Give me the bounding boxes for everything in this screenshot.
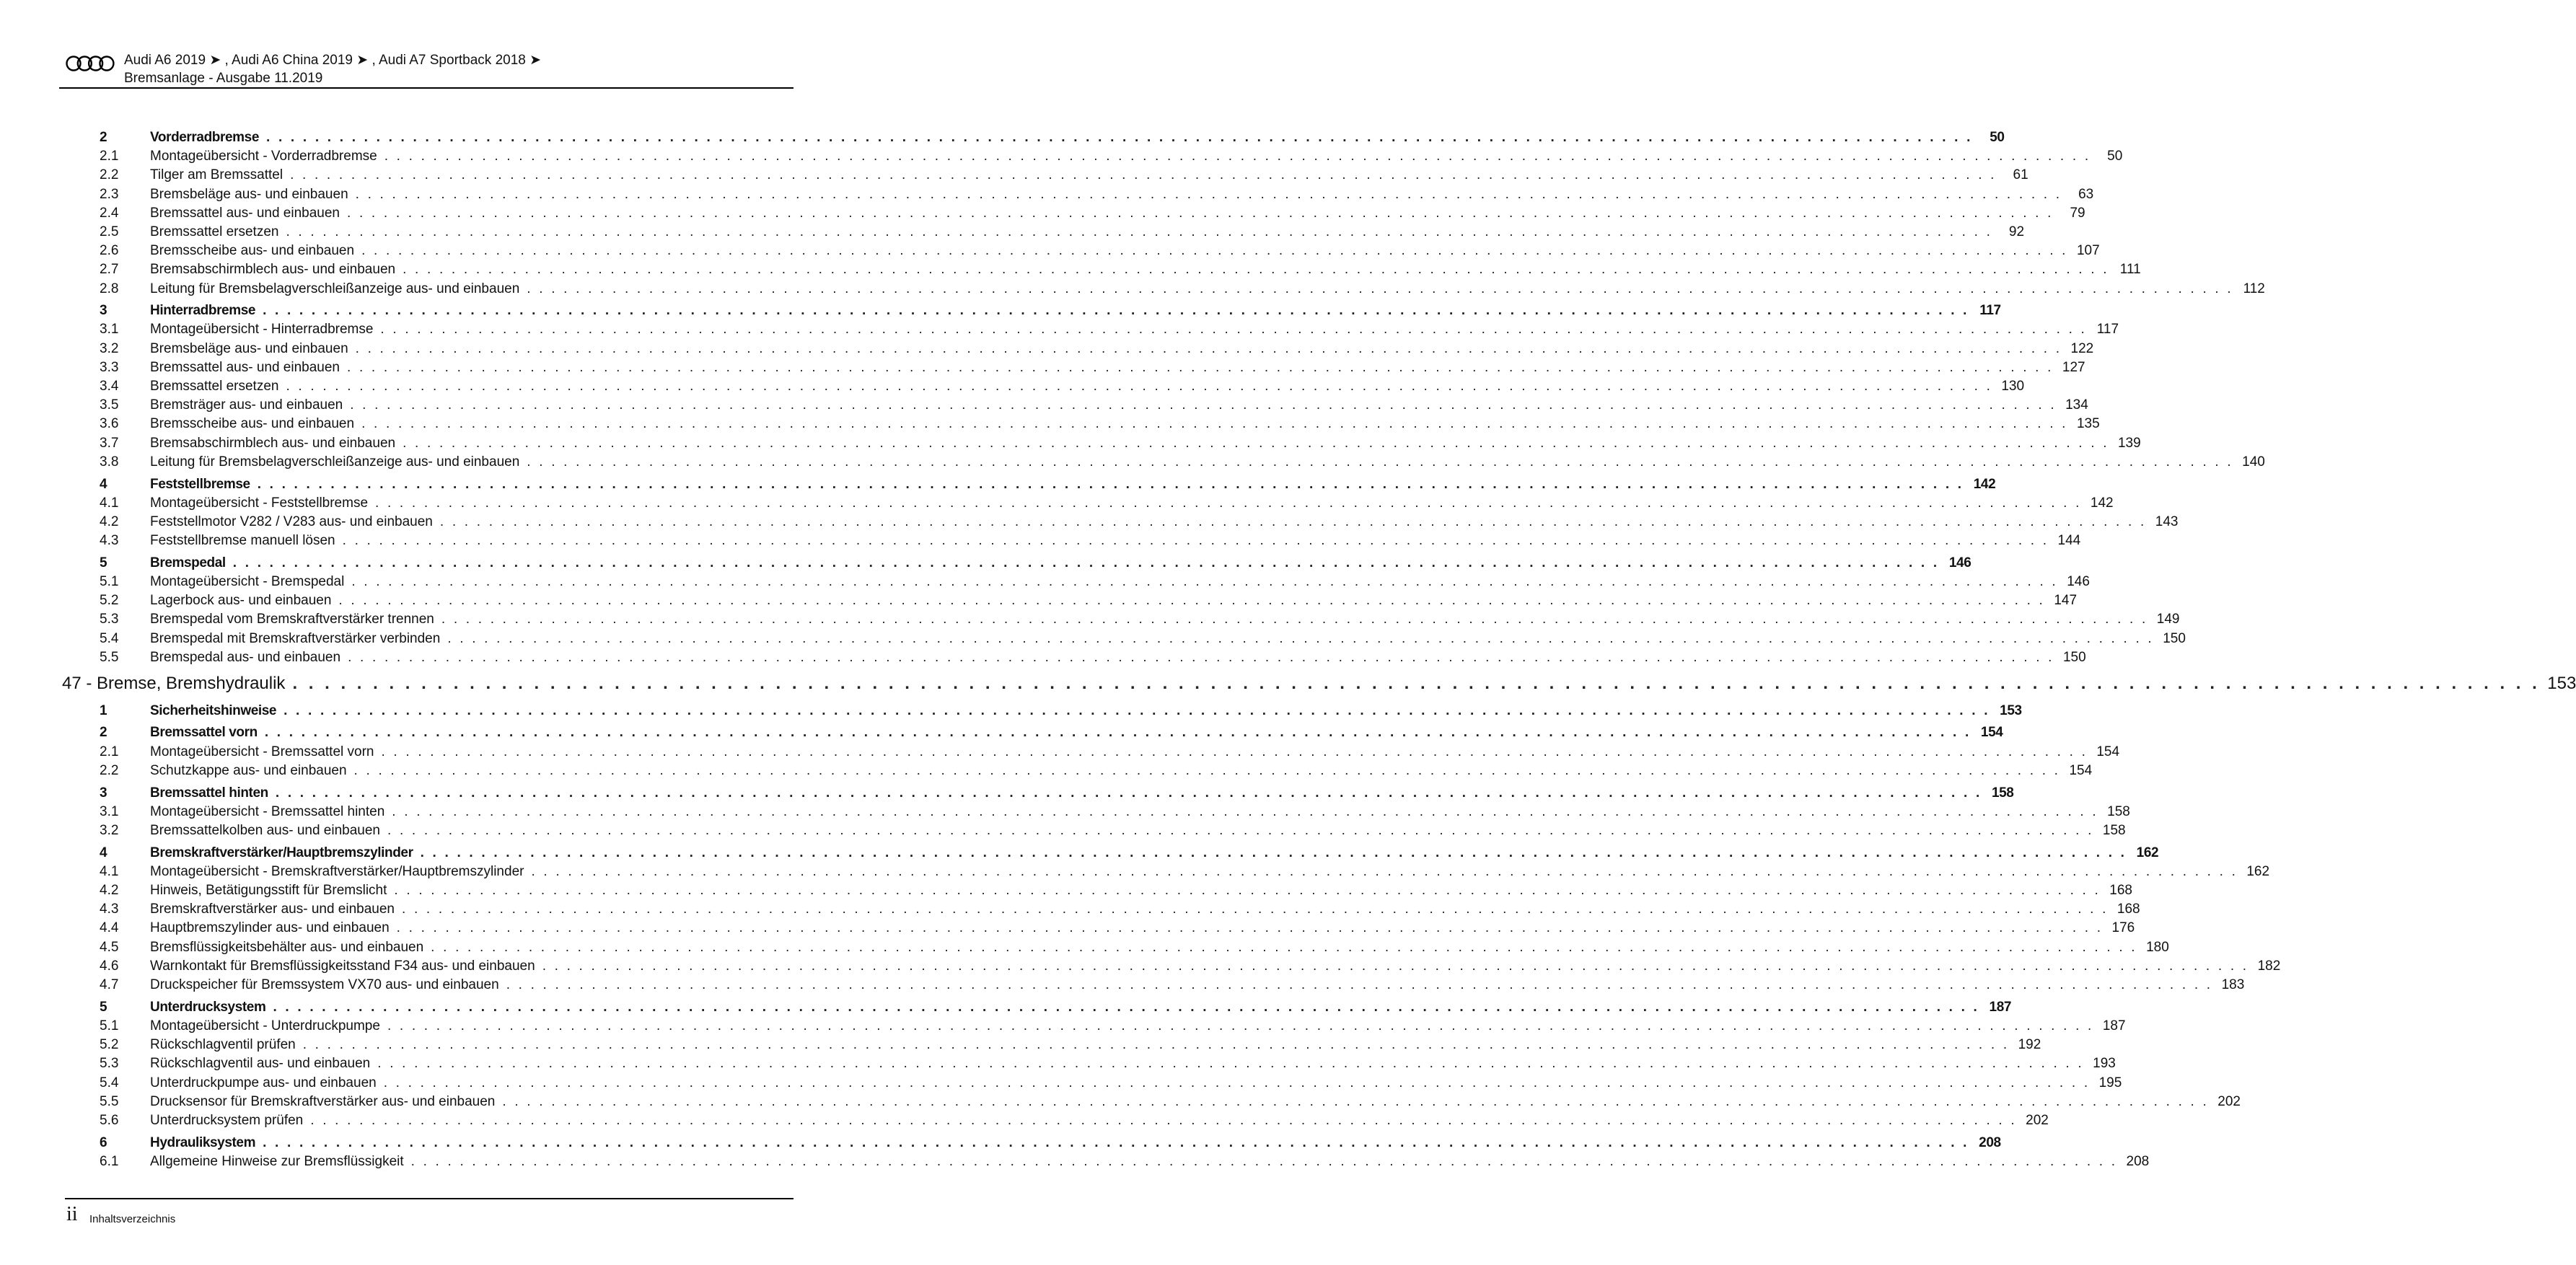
toc-subsection-entry[interactable] xyxy=(62,379,2025,397)
toc-entry-page: 154 xyxy=(2096,744,2120,759)
toc-entry-number: 2.6 xyxy=(100,243,119,259)
toc-section-entry[interactable] xyxy=(62,785,2014,804)
dot-leader: . . . . . . . . . . . . . . . . . . . . . . . . . . . . . . . . . . . . . . . . . . . . . . . . . . . . . . . . . . . . . . . . . . . . . . . . . . . . . . . . . . . . . . . . . . . . . . . . . . . . . . . . . . . . . . . . . . . . . . . . . . . . . . . . . . . . . . . . . . . . xyxy=(396,920,2104,936)
toc-entry-title: Montageübersicht - Bremspedal xyxy=(150,574,345,590)
toc-entry-page: 153 xyxy=(2000,702,2022,718)
toc-entry-title: Bremsabschirmblech aus- und einbauen xyxy=(150,435,396,451)
toc-entry-page: 143 xyxy=(2155,514,2179,529)
toc-entry-number: 3.3 xyxy=(100,359,119,375)
toc-entry-title: Feststellbremse xyxy=(150,476,250,492)
toc-entry-title: Warnkontakt für Bremsflüssigkeitsstand F34 aus- und einbauen xyxy=(150,958,535,974)
toc-subsection-entry[interactable] xyxy=(62,822,2126,842)
toc-subsection-entry[interactable] xyxy=(62,630,2186,650)
toc-entry-title: Bremssattel ersetzen xyxy=(150,379,279,395)
dot-leader: . . . . . . . . . . . . . . . . . . . . . . . . . . . . . . . . . . . . . . . . . . . . . . . . . . . . . . . . . . . . . . . . . . . . . . . . . . . . . . . . . . . . . . . . . . . . . . . . . . . . . . . . . . . . . . . . . . . . . . . . . . . . . . . . . . . . . . . . . . . . xyxy=(447,630,2154,646)
toc-entry-number: 5 xyxy=(100,999,107,1015)
dot-leader: . . . . . . . . . . . . . . . . . . . . . . . . . . . . . . . . . . . . . . . . . . . . . . . . . . . . . . . . . . . . . . . . . . . . . . . . . . . . . . . . . . . . . . . . . . . . . . . . . . . . . . . . . . . . . . . . . . . . . . . . . . . . . . . . . . . . . . . . . . . . xyxy=(383,1075,2091,1090)
toc-entry-number: 5.1 xyxy=(100,574,119,590)
toc-entry-page: 202 xyxy=(2217,1093,2241,1109)
toc-entry-number: 3.1 xyxy=(100,803,119,819)
dot-leader: . . . . . . . . . . . . . . . . . . . . . . . . . . . . . . . . . . . . . . . . . . . . . . . . . . . . . . . . . . . . . . . . . . . . . . . . . . . . . . . . . . . . . . . . . . . . . . . . . . . . . . . . . . . . . . . . . . . . . . . . . . . . . . . . . . . . . . . . . . . . xyxy=(275,785,1982,801)
dot-leader: . . . . . . . . . . . . . . . . . . . . . . . . . . . . . . . . . . . . . . . . . . . . . . . . . . . . . . . . . . . . . . . . . . . . . . . . . . . . . . . . . . . . . . . . . . . . . . . . . . . . . . . . . . . . . . . . . . . . . . . . . . . . . . . . . . . . . . . . . . . . xyxy=(506,977,2213,993)
dot-leader: . . . . . . . . . . . . . . . . . . . . . . . . . . . . . . . . . . . . . . . . . . . . . . . . . . . . . . . . . . . . . . . . . . . . . . . . . . . . . . . . . . . . . . . . . . . . . . . . . . . . . . . . . . . . . . . . . . . . . . . . . . . . . . . . . . . . . . . . . . . . xyxy=(527,281,2233,296)
toc-entry-number: 5.2 xyxy=(100,593,119,609)
toc-subsection-entry[interactable] xyxy=(62,762,2093,782)
footer-page-number: ii xyxy=(66,1203,78,1225)
dot-leader: . . . . . . . . . . . . . . . . . . . . . . . . . . . . . . . . . . . . . . . . . . . . . . . . . . . . . . . . . . . . . . . . . . . . . . . . . . . . . . . . . . . . . . . . . . . . . . . . . . . . . . . . . . . . . . . . . . . . . . . . . . . . . . . . . . . . . . . . . . . . xyxy=(420,845,2127,860)
dot-leader: . . . . . . . . . . . . . . . . . . . . . . . . . . . . . . . . . . . . . . . . . . . . . . . . . . . . . . . . . . . . . . . . . . . . . . . . . . . . . . . . . . . . . . . . . . . . . . . . . . . . . . . . . . . . . . . . . . . . . . . . . . . . . . . . . . . . . . . . . . . . xyxy=(263,1134,1969,1150)
dot-leader: . . . . . . . . . . . . . . . . . . . . . . . . . . . . . . . . . . . . . . . . . . . . . . . . . . . . . . . . . . . . . . . . . . . . . . . . . . . . . . . . . . . . . . . . . . . . . . . . . . . . . . . . . . . . . . . . . . . . . . . . . . . . . . . . . . . . . . . . . . . . xyxy=(439,514,2147,529)
toc-entry-title: Leitung für Bremsbelagverschleißanzeige aus- und einbauen xyxy=(150,281,520,296)
toc-entry-number: 2 xyxy=(100,130,107,145)
toc-entry-title: Bremsabschirmblech aus- und einbauen xyxy=(150,262,396,278)
toc-subsection-entry[interactable] xyxy=(62,454,2265,473)
toc-entry-title: Bremsbeläge aus- und einbauen xyxy=(150,186,348,202)
toc-entry-title: Bremsscheibe aus- und einbauen xyxy=(150,243,355,259)
footer-label: Inhaltsverzeichnis xyxy=(89,1213,176,1225)
toc-subsection-entry[interactable] xyxy=(62,920,2135,939)
toc-entry-title: Unterdruckpumpe aus- und einbauen xyxy=(150,1075,377,1090)
toc-entry-page: 135 xyxy=(2076,416,2100,432)
dot-leader: . . . . . . . . . . . . . . . . . . . . . . . . . . . . . . . . . . . . . . . . . . . . . . . . . . . . . . . . . . . . . . . . . . . . . . . . . . . . . . . . . . . . . . . . . . . . . . . . . . . . . . . . . . . . . . . . . . . . . . . . . . . . . . . . . . . . . . . . . . . . xyxy=(403,435,2109,451)
toc-subsection-entry[interactable] xyxy=(62,1056,2116,1075)
toc-subsection-entry[interactable] xyxy=(62,1018,2126,1037)
header-vehicle-models: Audi A6 2019 ➤ , Audi A6 China 2019 ➤ , Audi A7 Sportback 2018 ➤ xyxy=(124,53,542,68)
dot-leader: . . . . . . . . . . . . . . . . . . . . . . . . . . . . . . . . . . . . . . . . . . . . . . . . . . . . . . . . . . . . . . . . . . . . . . . . . . . . . . . . . . . . . . . . . . . . . . . . . . . . . . . . . . . . . . . . . . . . . . . . . . . . . . . . . . . . . . . . . . . . xyxy=(353,762,2061,778)
toc-entry-number: 2.1 xyxy=(100,744,119,759)
toc-entry-number: 2.4 xyxy=(100,205,119,221)
toc-subsection-entry[interactable] xyxy=(62,803,2130,823)
toc-entry-title: Unterdrucksystem xyxy=(150,999,266,1015)
toc-entry-page: 202 xyxy=(2026,1112,2049,1128)
toc-entry-page: 144 xyxy=(2057,533,2081,549)
toc-subsection-entry[interactable] xyxy=(62,1075,2122,1094)
toc-entry-title: Bremskraftverstärker aus- und einbauen xyxy=(150,902,395,917)
toc-entry-title: Bremssattel vorn xyxy=(150,725,258,741)
toc-subsection-entry[interactable] xyxy=(62,243,2100,262)
toc-entry-title: Druckspeicher für Bremssystem VX70 aus- und einbauen xyxy=(150,977,499,993)
dot-leader: . . . . . . . . . . . . . . . . . . . . . . . . . . . . . . . . . . . . . . . . . . . . . . . . . . . . . . . . . . . . . . . . . . . . . . . . . . . . . . . . . . . . . . . . . . . . . . . . . . . . . . . . . . . . . . . . . . . . . . . . . . . . . . . . . . . . . . . . . . . . xyxy=(531,863,2238,879)
toc-subsection-entry[interactable] xyxy=(62,612,2180,630)
toc-entry-page: 142 xyxy=(2090,495,2114,511)
toc-entry-page: 158 xyxy=(2107,803,2130,819)
dot-leader: . . . . . . . . . . . . . . . . . . . . . . . . . . . . . . . . . . . . . . . . . . . . . . . . . . . . . . . . . . . . . . . . . . . . . . . . . . . . . . . . . . . . . . . . . . . . . . . . . . . . . . . . . . . . . . . . . . . . . . . . . . . . . . . . . . . . . . . . . . . . xyxy=(273,999,1980,1015)
toc-entry-page: 158 xyxy=(1991,785,2014,801)
toc-entry-page: 187 xyxy=(1989,999,2012,1015)
header-document-title: Bremsanlage - Ausgabe 11.2019 xyxy=(124,71,323,86)
toc-subsection-entry[interactable] xyxy=(62,649,2086,669)
toc-entry-number: 4.6 xyxy=(100,958,119,974)
toc-subsection-entry[interactable] xyxy=(62,205,2085,224)
toc-subsection-entry[interactable] xyxy=(62,939,2169,958)
toc-subsection-entry[interactable] xyxy=(62,340,2094,360)
dot-leader: . . . . . . . . . . . . . . . . . . . . . . . . . . . . . . . . . . . . . . . . . . . . . . . . . . . . . . . . . . . . . . . . . . . . . . . . . . . . . . . . . . . . . . . . . . . . . . . . . . . . . . . . . . . . . . . . . . . . . . . . . . . . . . . . . . . . . . . . . . . . xyxy=(347,205,2054,221)
toc-entry-number: 4.4 xyxy=(100,920,119,936)
dot-leader: . . . . . . . . . . . . . . . . . . . . . . . . . . . . . . . . . . . . . . . . . . . . . . . . . . . . . . . . . . . . . . . . . . . . . . . . . . . . . . . . . . . . . . . . . . . . . . . . . . . . . . . . . . . . . . . . . . . . . . . . . . . . . . . . . . . . . . . . . . . . xyxy=(257,476,1964,492)
toc-entry-title: Hydrauliksystem xyxy=(150,1134,256,1150)
toc-entry-page: 168 xyxy=(2109,883,2132,899)
toc-entry-page: 150 xyxy=(2163,630,2186,646)
dot-leader: . . . . . . . . . . . . . . . . . . . . . . . . . . . . . . . . . . . . . . . . . . . . . . . . . . . . . . . . . . . . . . . . . . . . . . . . . . . . . . . . . . . . . . . . . . . . . . . . . . . . . . . . . . . . . . . . . . . . . . . . . . . . . . . . . . . . . . . . . . . . xyxy=(387,1018,2094,1033)
toc-entry-page: 146 xyxy=(1948,555,1971,570)
toc-entry-title: Bremsträger aus- und einbauen xyxy=(150,397,343,413)
toc-entry-number: 5.5 xyxy=(100,649,119,665)
toc-entry-title: Bremspedal aus- und einbauen xyxy=(150,649,341,665)
toc-entry-title: Bremskraftverstärker/Hauptbremszylinder xyxy=(150,845,413,860)
dot-leader: . . . . . . . . . . . . . . . . . . . . . . . . . . . . . . . . . . . . . . . . . . . . . . . . . . . . . . . . . . . . . . . . . . . . . . . . . . . . . . . . . . . . . . . . . . . . . . . . . . . . . . . . . . . . . . . . . . . . . . . . . . . . . . . . . . . . . . . . . . . . xyxy=(431,939,2137,955)
toc-section-entry[interactable] xyxy=(62,725,2003,744)
dot-leader: . . . . . . . . . . . . . . . . . . . . . . . . . . . . . . . . . . . . . . . . . . . . . . . . . . . . . . . . . . . . . . . . . . . . . . . . . . . . . . . . . . . . . . . . . . . . . . . . . . . . . . . . . . . . . . . . . . . . . . . . . . . . . . . . . . . . . . . . . . . . xyxy=(355,340,2062,356)
dot-leader: . . . . . . . . . . . . . . . . . . . . . . . . . . . . . . . . . . . . . . . . . . . . . . . . . . . . . . . . . . . . . . . . . . . . . . . . . . . . . . . . . . . . . . . . . . . . . . . . . . . . . . . . . . . . . . . . . . . . . . . . . . . . . . . . . . . . . . . . . . . . xyxy=(338,593,2046,609)
toc-entry-page: 61 xyxy=(2013,167,2028,183)
dot-leader: . . . . . . . . . . . . . . . . . . . . . . . . . . . . . . . . . . . . . . . . . . . . . . . . . . . . . . . . . . . . . . . . . . . . . . . . . . . . . . . . . . . . . . . . . . . . . . . . . . . . . . . . . . . . . . . . . . . . . . . . . . . . . . . . . . . . . . . . . . . . xyxy=(361,416,2068,432)
toc-section-entry[interactable] xyxy=(62,1134,2001,1154)
toc-entry-page: 162 xyxy=(2136,845,2159,860)
toc-subsection-entry[interactable] xyxy=(62,533,2081,552)
toc-entry-number: 5 xyxy=(100,555,107,570)
toc-entry-page: 208 xyxy=(1979,1134,2001,1150)
toc-entry-title: Bremssattel hinten xyxy=(150,785,268,801)
toc-entry-number: 3.5 xyxy=(100,397,119,413)
dot-leader: . . . . . . . . . . . . . . . . . . . . . . . . . . . . . . . . . . . . . . . . . . . . . . . . . . . . . . . . . . . . . . . . . . . . . . . . . . . . . . . . . . . . . . . . . . . . . . . . . . . . . . . . . . . . . . . . . . . . . . . . . . . . . . . . . . . . . . . . . . . . xyxy=(410,1153,2118,1169)
toc-entry-page: 208 xyxy=(2126,1153,2150,1169)
toc-entry-title: Hinterradbremse xyxy=(150,303,256,319)
toc-entry-title: Montageübersicht - Bremssattel vorn xyxy=(150,744,374,759)
toc-entry-number: 2 xyxy=(100,725,107,741)
toc-entry-number: 3.7 xyxy=(100,435,119,451)
toc-subsection-entry[interactable] xyxy=(62,1093,2241,1113)
dot-leader: . . . . . . . . . . . . . . . . . . . . . . . . . . . . . . . . . . . . . . . . . . . . . . . . . . . . . . . . . . . . . . . . . . . . . . . . . . . . . . . . . . . . . . . . . . . . . . . . . . . . . . . . . . . . . . . . . . . . . . . . . . . . . . . . . . . . . . . . . . . . xyxy=(350,397,2057,413)
toc-entry-title: 47 - Bremse, Bremshydraulik xyxy=(62,674,286,694)
dot-leader: . . . . . . . . . . . . . . . . . . . . . . . . . . . . . . . . . . . . . . . . . . . . . . . . . . . . . . . . . . . . . . . . . . . . . . . . . . . . . . . . . . . . . . . . . . . . . . . . . . . . . . . . . . . . . . . . . . . . . . . . . . . . . . . . . . . . . . . . . . . . xyxy=(348,649,2054,665)
toc-subsection-entry[interactable] xyxy=(62,958,2281,977)
toc-subsection-entry[interactable] xyxy=(62,359,2085,379)
toc-entry-title: Bremspedal xyxy=(150,555,226,570)
toc-entry-title: Montageübersicht - Vorderradbremse xyxy=(150,149,377,164)
toc-entry-number: 2.8 xyxy=(100,281,119,296)
toc-section-entry[interactable] xyxy=(62,130,2005,149)
toc-section-entry[interactable] xyxy=(62,303,2001,322)
toc-entry-page: 140 xyxy=(2242,454,2265,470)
toc-entry-title: Bremspedal vom Bremskraftverstärker trennen xyxy=(150,612,434,627)
toc-subsection-entry[interactable] xyxy=(62,149,2123,167)
dot-leader: . . . . . . . . . . . . . . . . . . . . . . . . . . . . . . . . . . . . . . . . . . . . . . . . . . . . . . . . . . . . . . . . . . . . . . . . . . . . . . . . . . . . . . . . . . . . . . . . . . . . . . . . . . . . . . . . . . . . . . . . . . . . . . . . . . . . . . . . . . . . xyxy=(394,883,2101,899)
toc-entry-number: 3.1 xyxy=(100,322,119,338)
toc-entry-page: 117 xyxy=(1979,303,2001,319)
toc-entry-title: Bremspedal mit Bremskraftverstärker verbinden xyxy=(150,630,441,646)
toc-entry-page: 112 xyxy=(2243,281,2265,296)
dot-leader: . . . . . . . . . . . . . . . . . . . . . . . . . . . . . . . . . . . . . . . . . . . . . . . . . . . . . . . . . . . . . . . . . . . . . . . . . . . . . . . . . . . . . . . . . . . . . . . . . . . . . . . . . . . . . . . . . . . . . . . . . . . . . . . . . . . . . . . . . . . . xyxy=(342,533,2049,549)
toc-entry-number: 5.3 xyxy=(100,612,119,627)
toc-entry-number: 3.2 xyxy=(100,340,119,356)
toc-entry-title: Feststellmotor V282 / V283 aus- und einbauen xyxy=(150,514,433,529)
toc-entry-title: Bremssattelkolben aus- und einbauen xyxy=(150,822,380,838)
toc-entry-number: 5.6 xyxy=(100,1112,119,1128)
toc-entry-title: Allgemeine Hinweise zur Bremsflüssigkeit xyxy=(150,1153,404,1169)
toc-entry-page: 183 xyxy=(2221,977,2245,993)
toc-entry-title: Bremsflüssigkeitsbehälter aus- und einbauen xyxy=(150,939,424,955)
toc-subsection-entry[interactable] xyxy=(62,574,2090,593)
toc-subsection-entry[interactable] xyxy=(62,322,2119,340)
toc-subsection-entry[interactable] xyxy=(62,416,2100,435)
toc-entry-title: Montageübersicht - Bremssattel hinten xyxy=(150,803,385,819)
toc-subsection-entry[interactable] xyxy=(62,167,2028,186)
toc-entry-title: Hauptbremszylinder aus- und einbauen xyxy=(150,920,390,936)
toc-entry-number: 2.2 xyxy=(100,167,119,183)
toc-entry-page: 146 xyxy=(2067,574,2090,590)
dot-leader: . . . . . . . . . . . . . . . . . . . . . . . . . . . . . . . . . . . . . . . . . . . . . . . . . . . . . . . . . . . . . . . . . . . . . . . . . . . . . . . . . . . . . . . . . . . . . . . . . . . . . . . . . . . . . . . . . . . . . . . . . . . . . . . . . . . . . . . . . . . . xyxy=(381,744,2088,759)
toc-subsection-entry[interactable] xyxy=(62,186,2094,206)
toc-entry-number: 5.4 xyxy=(100,1075,119,1090)
toc-entry-title: Sicherheitshinweise xyxy=(150,702,277,718)
toc-subsection-entry[interactable] xyxy=(62,902,2140,920)
toc-entry-page: 158 xyxy=(2102,822,2126,838)
toc-entry-page: 92 xyxy=(2008,224,2025,239)
toc-entry-title: Montageübersicht - Feststellbremse xyxy=(150,495,369,511)
dot-leader: . . . . . . . . . . . . . . . . . . . . . . . . . . . . . . . . . . . . . . . . . . . . . . . . . . . . . . . . . . . . . . . . . . . . . . . . . . . . . . . . . . . . . . . . . . . . . . . . . . . . . . . . . . . . . . . . . . . . . . . . . . . . . . . . . . . . . . . . . . . . xyxy=(361,243,2068,259)
toc-entry-title: Vorderradbremse xyxy=(150,130,259,145)
toc-subsection-entry[interactable] xyxy=(62,1037,2041,1056)
dot-leader: . . . . . . . . . . . . . . . . . . . . . . . . . . . . . . . . . . . . . . . . . . . . . . . . . . . . . . . . . . . . . . . . . . . . . . . . . . . . . . . . . . . . . . . . . . . . . . . . . . . . . . . . . . . . . . . . . . . . . . . . . . . . . . . . . . . . . . . . . . . . xyxy=(302,1037,2010,1053)
dot-leader: . . . . . . . . . . . . . . . . . . . . . . . . . . . . . . . . . . . . . . . . . . . . . . . . . . . . . . . . . . . . . . . . . . . . . . . . . . . . . . . . . . . . . . . . . . . . . . . . . . . . . . . . . . . . . . . . . . . . . . . . . . . . . . . . . . . . . . . . . . . . xyxy=(402,902,2109,917)
toc-subsection-entry[interactable] xyxy=(62,397,2088,416)
toc-entry-title: Montageübersicht - Bremskraftverstärker/Hauptbremszylinder xyxy=(150,863,524,879)
toc-entry-number: 4.2 xyxy=(100,883,119,899)
toc-subsection-entry[interactable] xyxy=(62,744,2120,763)
toc-entry-page: 117 xyxy=(2096,322,2119,338)
toc-entry-page: 180 xyxy=(2146,939,2169,955)
dot-leader: . . . . . . . . . . . . . . . . . . . . . . . . . . . . . . . . . . . . . . . . . . . . . . . . . . . . . . . . . . . . . . . . . . . . . . . . . . . . . . . . . . . . . . . . . . . . . . . . . . . . . . . . . . . . . . . . . . . . . . . . . . . . . . . . . . . . . . . . . . . . xyxy=(441,612,2148,627)
toc-entry-page: 176 xyxy=(2111,920,2135,936)
toc-entry-title: Leitung für Bremsbelagverschleißanzeige aus- und einbauen xyxy=(150,454,520,470)
toc-entry-page: 142 xyxy=(1973,476,1996,492)
toc-entry-page: 149 xyxy=(2156,612,2180,627)
toc-entry-title: Rückschlagventil prüfen xyxy=(150,1037,296,1053)
toc-entry-title: Rückschlagventil aus- und einbauen xyxy=(150,1056,371,1072)
toc-entry-number: 3.8 xyxy=(100,454,119,470)
dot-leader: . . . . . . . . . . . . . . . . . . . . . . . . . . . . . . . . . . . . . . . . . . . . . . . . . . . . . . . . . . . . . . . . . . . . . . . . . . . . . . . . . . . . . . . . . . . . . . . . . . . . . . . . . . . . . . . . . . . . . . . . . . . . . . . . . . . . . . . . . . . . xyxy=(286,224,1993,239)
toc-subsection-entry[interactable] xyxy=(62,514,2179,533)
toc-entry-page: 168 xyxy=(2116,902,2140,917)
toc-entry-page: 150 xyxy=(2062,649,2086,665)
dot-leader: . . . . . . . . . . . . . . . . . . . . . . . . . . . . . . . . . . . . . . . . . . . . . . . . . . . . . . . . . . . . . . . . . . . . . . . . . . . . . . . . . . . . . . . . . . . . . . . . . . . . . . . . . . . . . . . . . . . . . . . . . . . . . . . . . . . . . . . . . . . . xyxy=(387,822,2094,838)
toc-entry-page: 154 xyxy=(2069,762,2093,778)
toc-entry-page: 195 xyxy=(2098,1075,2122,1090)
dot-leader: . . . . . . . . . . . . . . . . . . . . . . . . . . . . . . . . . . . . . . . . . . . . . . . . . . . . . . . . . . . . . . . . . . . . . . . . . . . . . . . . . . . . . . . . . . . . . . . . . . . . . . . . . . . . . . . . . . . . . . . . . . . . . . . . . . . . . . . . . . . . xyxy=(263,303,1969,319)
toc-entry-title: Montageübersicht - Unterdruckpumpe xyxy=(150,1018,380,1033)
toc-subsection-entry[interactable] xyxy=(62,495,2114,514)
toc-entry-page: 193 xyxy=(2093,1056,2116,1072)
toc-entry-title: Schutzkappe aus- und einbauen xyxy=(150,762,347,778)
toc-entry-number: 3.4 xyxy=(100,379,119,395)
dot-leader: . . . . . . . . . . . . . . . . . . . . . . . . . . . . . . . . . . . . . . . . . . . . . . . . . . . . . . . . . . . . . . . . . . . . . . . . . . . . . . . . . . . . . . . . . . . . . . . . . . . . . . . . . . . . . . . . . . . . . . . . . . . . . . . . . . . . . . . . . . . . xyxy=(375,495,2082,511)
toc-chapter-entry[interactable] xyxy=(62,674,2576,700)
dot-leader: . . . . . . . . . . . . . . . . . . . . . . . . . . . . . . . . . . . . . . . . . . . . . . . . . . . . . . . . . . . . . . . . . . . . . . . . . . . . . . . . . . . . . . . . . . . . . . . . . . . . . . . . . . . . . . . . . . . . . . . . . . . . . . . . . . . . . . . . . . . . xyxy=(351,574,2058,590)
toc-entry-title: Drucksensor für Bremskraftverstärker aus- und einbauen xyxy=(150,1093,496,1109)
toc-entry-page: 50 xyxy=(2107,149,2123,164)
toc-entry-number: 4.2 xyxy=(100,514,119,529)
toc-section-entry[interactable] xyxy=(62,999,2012,1018)
toc-entry-number: 4.3 xyxy=(100,533,119,549)
header-divider xyxy=(59,87,794,89)
toc-entry-number: 5.5 xyxy=(100,1093,119,1109)
toc-entry-number: 2.2 xyxy=(100,762,119,778)
toc-entry-page: 162 xyxy=(2246,863,2270,879)
toc-entry-page: 134 xyxy=(2065,397,2088,413)
toc-entry-number: 3 xyxy=(100,785,107,801)
toc-subsection-entry[interactable] xyxy=(62,883,2132,902)
toc-entry-number: 6 xyxy=(100,1134,107,1150)
toc-entry-number: 5.3 xyxy=(100,1056,119,1072)
dot-leader: . . . . . . . . . . . . . . . . . . . . . . . . . . . . . . . . . . . . . . . . . . . . . . . . . . . . . . . . . . . . . . . . . . . . . . . . . . . . . . . . . . . . . . . . . . . . . . . . . . . . . . . . . . . . . . . . . . . . . . . . . . . . . . . . . . . . . . . . . . . . xyxy=(232,555,1940,570)
toc-entry-number: 4.3 xyxy=(100,902,119,917)
toc-entry-page: 122 xyxy=(2070,340,2094,356)
dot-leader: . . . . . . . . . . . . . . . . . . . . . . . . . . . . . . . . . . . . . . . . . . . . . . . . . . . . . . . . . . . . . . . . . . . . . . . . . . . . . . . . . . . . . . . . . . . . . . . . . . . . . . . . . . . . . . . . . . . . . . . . . . . . . . . . . . . . . . . . . . . . xyxy=(266,130,1973,145)
toc-subsection-entry[interactable] xyxy=(62,435,2141,454)
toc-entry-page: 63 xyxy=(2078,186,2094,202)
toc-entry-page: 127 xyxy=(2062,359,2085,375)
dot-leader: . . . . . . . . . . . . . . . . . . . . . . . . . . . . . . . . . . . . . . . . . . . . . . . . . . . . . . . . . . . . . . . . . . . . . . . . . . . . . . . . . . . . . . . . . . . . . . . . . . . . . . . . . . . . . . . . . . . . . . . . . . . . . . . . . . . . . . . . . . . . xyxy=(283,702,1990,718)
toc-entry-number: 2.1 xyxy=(100,149,119,164)
toc-subsection-entry[interactable] xyxy=(62,593,2078,612)
toc-entry-number: 3.2 xyxy=(100,822,119,838)
toc-entry-number: 4.7 xyxy=(100,977,119,993)
toc-entry-page: 192 xyxy=(2018,1037,2041,1053)
toc-entry-number: 1 xyxy=(100,702,107,718)
toc-entry-number: 3.6 xyxy=(100,416,119,432)
toc-section-entry[interactable] xyxy=(62,702,2022,722)
page-header xyxy=(65,49,794,88)
toc-entry-page: 130 xyxy=(2001,379,2025,395)
dot-leader: . . . . . . . . . . . . . . . . . . . . . . . . . . . . . . . . . . . . . . . . . . . . . . . . . . . . . . . . . . . . . . . . . . . . . . . . . . . . . . . . . . . . . . . . . . . . . . . . . . . . . . . . . . . . . . . . . . . . . . . . . . . . . . . . . . . . . . . . . . . . xyxy=(355,186,2062,202)
toc-entry-page: 111 xyxy=(2119,262,2141,278)
toc-section-entry[interactable] xyxy=(62,555,1971,574)
toc-entry-page: 79 xyxy=(2070,205,2085,221)
toc-entry-page: 154 xyxy=(1980,725,2003,741)
toc-subsection-entry[interactable] xyxy=(62,281,2265,300)
toc-subsection-entry[interactable] xyxy=(62,977,2245,996)
toc-entry-title: Montageübersicht - Hinterradbremse xyxy=(150,322,374,338)
toc-entry-number: 5.4 xyxy=(100,630,119,646)
toc-entry-number: 4.1 xyxy=(100,863,119,879)
toc-entry-title: Unterdrucksystem prüfen xyxy=(150,1112,304,1128)
toc-entry-number: 4.5 xyxy=(100,939,119,955)
dot-leader: . . . . . . . . . . . . . . . . . . . . . . . . . . . . . . . . . . . . . . . . . . . . . . . . . . . . . . . . . . . . . . . . . . . . . . . . . . . . . . . . . . . . . . . . . . . . . . . . . . . . . . . . . . . . . . . . . . . . . . . . . . . . . . . . . . . . . . . . . . . . xyxy=(286,379,1993,395)
dot-leader: . . . . . . . . . . . . . . . . . . . . . . . . . . . . . . . . . . . . . . . . . . . . . . . . . . . . . . . . . . . . . . . . . . . . . . . . . . . . . . . . . . . . . . . . . . . . . . . . . . . . . . . . . . . . . . . . . . . . . . . . . . . . . . . . . . . . . . . . . . . . xyxy=(347,359,2054,375)
toc-entry-number: 5.1 xyxy=(100,1018,119,1033)
toc-entry-title: Bremssattel aus- und einbauen xyxy=(150,205,340,221)
toc-entry-number: 6.1 xyxy=(100,1153,119,1169)
dot-leader: . . . . . . . . . . . . . . . . . . . . . . . . . . . . . . . . . . . . . . . . . . . . . . . . . . . . . . . . . . . . . . . . . . . . . . . . . . . . . . . . . . . . . . . . . . . . . . . . . . . . . . . . . . . . . . . . . . . . . . . . . . . . . . . . . . . . . . . . . . . . xyxy=(377,1056,2084,1072)
toc-entry-number: 4 xyxy=(100,845,107,860)
toc-entry-page: 107 xyxy=(2076,243,2100,259)
toc-subsection-entry[interactable] xyxy=(62,224,2025,243)
dot-leader: . . . . . . . . . . . . . . . . . . . . . . . . . . . . . . . . . . . . . . . . . . . . . . . . . . . . . . . . . . . . . . . . . . . . . . . . . . . . . . . . . . . . . . . . . . . . . . . . . . . . . . . . . . . . . . . . . . . . . . . . . . . . . . . . . . . . . . . . . . . . xyxy=(380,322,2088,338)
toc-entry-title: Bremsscheibe aus- und einbauen xyxy=(150,416,355,432)
dot-leader: . . . . . . . . . . . . . . . . . . . . . . . . . . . . . . . . . . . . . . . . . . . . . . . . . . . . . . . . . . . . . . . . . . . . . . . . . . . . . . . . . . . . . . . . . . . . . . . . . . . . . . . . . . . . . . . . . . . . . . . . . . . . . . . . . . . . . . . . . . . . xyxy=(502,1093,2209,1109)
toc-entry-number: 4.1 xyxy=(100,495,119,511)
toc-entry-page: 50 xyxy=(1990,130,2005,145)
dot-leader: . . . . . . . . . . . . . . . . . . . . . . . . . . . . . . . . . . . . . . . . . . . . . . . . . . . . . . . . . . . . . . . . . . . . . . . . . . . . . . . . . . . . . . . . . . . . . . . . . . . . . . . . . . . . . . . . . . . . . . . . . . . . . . . . . . . . . . . . . . . . xyxy=(310,1112,2017,1128)
toc-section-entry[interactable] xyxy=(62,476,1996,495)
toc-entry-title: Feststellbremse manuell lösen xyxy=(150,533,335,549)
toc-entry-number: 3 xyxy=(100,303,107,319)
toc-entry-title: Lagerbock aus- und einbauen xyxy=(150,593,332,609)
toc-subsection-entry[interactable] xyxy=(62,863,2270,883)
toc-entry-title: Bremssattel aus- und einbauen xyxy=(150,359,340,375)
dot-leader: . . . . . . . . . . . . . . . . . . . . . . . . . . . . . . . . . . . . . . . . . . . . . . . . . . . . . . . . . . . . . . . . . . . . . . . . . . . . . . . . . . . . . . . . . . . . . . . . . . . . . . . . . . . . . . . . . . . . . . . . . . . . . . . . . . . . . . . . . . . . xyxy=(384,149,2091,164)
toc-entry-title: Bremsbeläge aus- und einbauen xyxy=(150,340,348,356)
toc-entry-number: 5.2 xyxy=(100,1037,119,1053)
toc-subsection-entry[interactable] xyxy=(62,1153,2150,1173)
dot-leader: . . . . . . . . . . . . . . . . . . . . . . . . . . . . . . . . . . . . . . . . . . . . . . . . . . . . . . . . . . . . . . . . . . . . . . . . . . . . . . . . . . . . . . . . . . . . . . . . . . . . . . . . . . . . . . . . . . . . . . . . . . . . . . . . . . . . . . . . . . . . xyxy=(392,803,2098,819)
audi-rings-logo xyxy=(65,55,115,72)
toc-entry-number: 2.7 xyxy=(100,262,119,278)
dot-leader: . . . . . . . . . . . . . . . . . . . . . . . . . . . . . . . . . . . . . . . . . . . . . . . . . . . . . . . . . . . . . . . . . . . . . . . . . . . . . . . . . . . . . . . . . . . . . . . . . . . . . . . . . . . . . . . . . . . . . . . . . . . . . . . . . . . . . . . . . . . . xyxy=(542,958,2249,974)
dot-leader: . . . . . . . . . . . . . . . . . . . . . . . . . . . . . . . . . . . . . . . . . . . . . . . . . . . . . . . . . . . . . . . . . . . . . . . . . . . . . . . . . . . . . . . . . . . . . . . . . . . . . . . . . . . . . . . . . . . . . . . . . . . . . . . . . . . . . . . . . . . . xyxy=(292,674,2541,694)
toc-entry-number: 2.3 xyxy=(100,186,119,202)
table-of-contents xyxy=(62,130,2576,1173)
toc-entry-page: 139 xyxy=(2117,435,2141,451)
toc-section-entry[interactable] xyxy=(62,845,2159,864)
toc-entry-title: Hinweis, Betätigungsstift für Bremslicht xyxy=(150,883,387,899)
toc-entry-number: 4 xyxy=(100,476,107,492)
toc-entry-page: 153 xyxy=(2547,674,2576,694)
footer-divider xyxy=(65,1198,794,1199)
toc-entry-page: 147 xyxy=(2054,593,2078,609)
toc-entry-number: 2.5 xyxy=(100,224,119,239)
toc-entry-title: Tilger am Bremssattel xyxy=(150,167,283,183)
toc-subsection-entry[interactable] xyxy=(62,1112,2049,1132)
toc-entry-title: Bremssattel ersetzen xyxy=(150,224,279,239)
toc-entry-page: 187 xyxy=(2102,1018,2126,1033)
toc-entry-page: 182 xyxy=(2257,958,2281,974)
dot-leader: . . . . . . . . . . . . . . . . . . . . . . . . . . . . . . . . . . . . . . . . . . . . . . . . . . . . . . . . . . . . . . . . . . . . . . . . . . . . . . . . . . . . . . . . . . . . . . . . . . . . . . . . . . . . . . . . . . . . . . . . . . . . . . . . . . . . . . . . . . . . xyxy=(264,725,1971,741)
dot-leader: . . . . . . . . . . . . . . . . . . . . . . . . . . . . . . . . . . . . . . . . . . . . . . . . . . . . . . . . . . . . . . . . . . . . . . . . . . . . . . . . . . . . . . . . . . . . . . . . . . . . . . . . . . . . . . . . . . . . . . . . . . . . . . . . . . . . . . . . . . . . xyxy=(527,454,2233,470)
toc-subsection-entry[interactable] xyxy=(62,262,2141,281)
dot-leader: . . . . . . . . . . . . . . . . . . . . . . . . . . . . . . . . . . . . . . . . . . . . . . . . . . . . . . . . . . . . . . . . . . . . . . . . . . . . . . . . . . . . . . . . . . . . . . . . . . . . . . . . . . . . . . . . . . . . . . . . . . . . . . . . . . . . . . . . . . . . xyxy=(403,262,2109,278)
dot-leader: . . . . . . . . . . . . . . . . . . . . . . . . . . . . . . . . . . . . . . . . . . . . . . . . . . . . . . . . . . . . . . . . . . . . . . . . . . . . . . . . . . . . . . . . . . . . . . . . . . . . . . . . . . . . . . . . . . . . . . . . . . . . . . . . . . . . . . . . . . . . xyxy=(290,167,1997,183)
